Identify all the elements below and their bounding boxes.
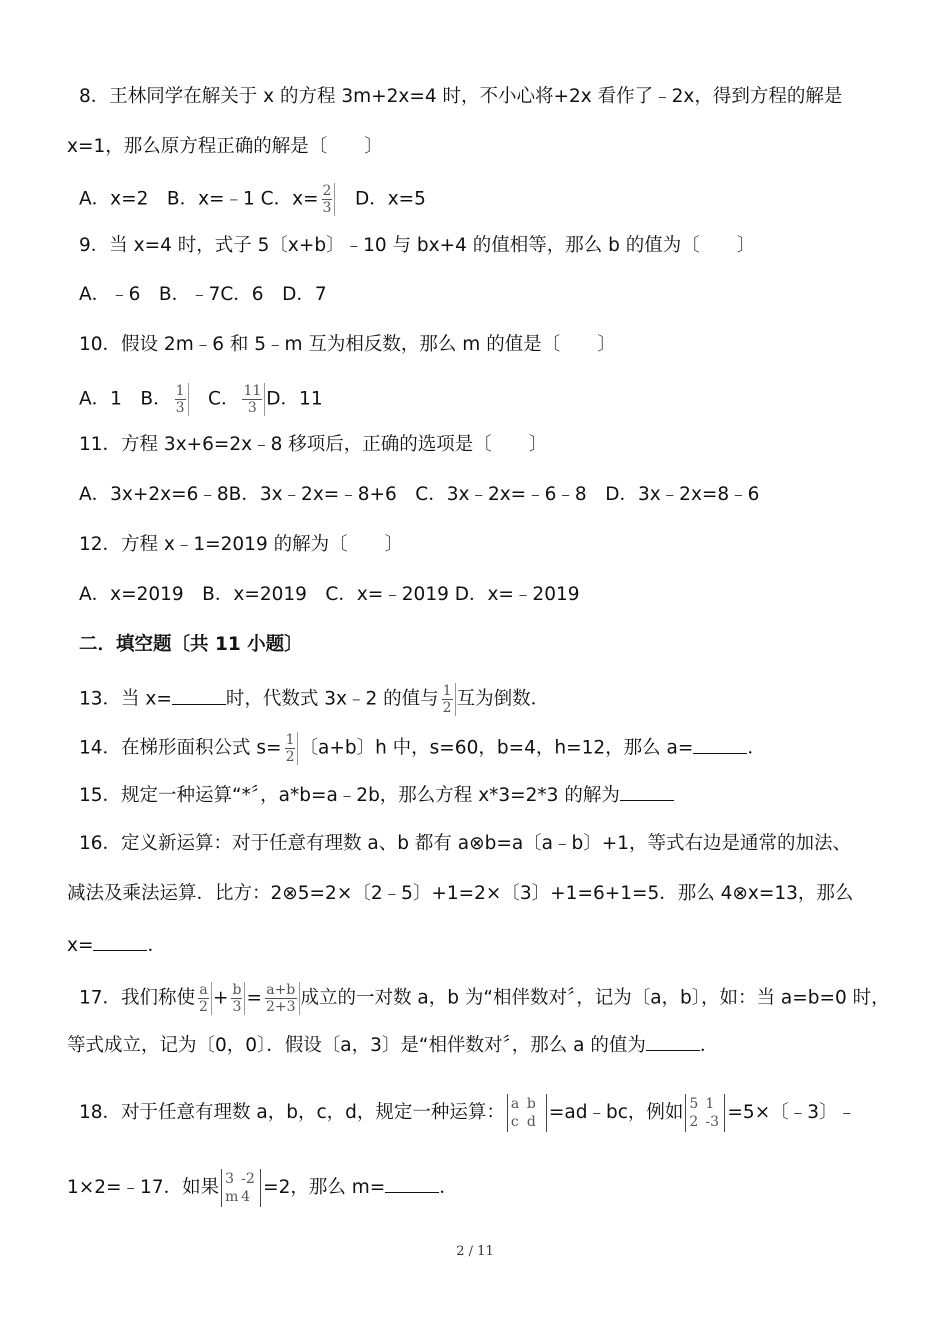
page-number: 2 / 11 <box>456 1244 494 1259</box>
q16-line2: 减法及乘法运算．比方：2⊗5=2×〔2﹣5〕+1=2×〔3〕+1=6+1=5．那么 4⊗x=13，那么 <box>67 883 854 904</box>
matrix-cell: d <box>526 1114 536 1130</box>
q8-line2: x=1，那么原方程正确的解是〔 〕 <box>67 136 383 157</box>
answer-blank <box>385 1174 439 1193</box>
matrix-cell: c <box>510 1114 519 1130</box>
q17-f2-num: b <box>232 982 242 998</box>
matrix-cell: b <box>526 1096 536 1112</box>
q17-f3-num: a+b <box>266 982 296 998</box>
matrix-row <box>689 1113 721 1131</box>
q17-pre: 17．我们称使 <box>79 987 196 1009</box>
q18-line1 <box>79 1094 856 1132</box>
q17-line2 <box>67 1032 718 1058</box>
q17-f1-den: 2 <box>199 999 208 1015</box>
q11-stem: 11．方程 3x+6=2x﹣8 移项后，正确的选项是〔 〕 <box>79 434 548 455</box>
q18-matrix-example <box>685 1094 725 1132</box>
q16-line3 <box>67 932 166 958</box>
q10-stem: 10．假设 2m﹣6 和 5﹣m 互为相反数，那么 m 的值是〔 〕 <box>79 334 616 355</box>
matrix-cell: a <box>510 1096 520 1112</box>
matrix-cell: 2 <box>689 1114 699 1130</box>
matrix-cell: 5 <box>689 1096 699 1112</box>
q17-plus: + <box>212 987 229 1009</box>
matrix-cell: -2 <box>241 1171 255 1187</box>
q15 <box>79 782 674 808</box>
answer-blank <box>172 686 226 705</box>
q17-fraction-3 <box>263 982 300 1015</box>
q18-line2-post: ． <box>439 1177 458 1198</box>
answer-blank <box>620 782 674 801</box>
q14-post: ． <box>747 737 766 759</box>
q10-opt-d: D．11 <box>266 388 323 410</box>
q17-eq: = <box>246 987 262 1009</box>
matrix-cell: 3 <box>225 1171 235 1187</box>
q13-fraction <box>440 683 456 716</box>
q18-line2-mid: =2，那么 m= <box>263 1177 386 1198</box>
q9-options: A．﹣6 B．﹣7C．6 D．7 <box>79 284 327 305</box>
q10-frac2-num: 11 <box>243 383 262 399</box>
q16-line1: 16．定义新运算：对于任意有理数 a、b 都有 a⊗b=a〔a﹣b〕+1，等式右边是通常的加法、 <box>79 833 852 854</box>
q13-frac-num: 1 <box>442 683 452 699</box>
q17-line2-pre: 等式成立，记为〔0，0〕．假设〔a，3〕是“相伴数对〞，那么 a 的值为 <box>67 1035 646 1056</box>
matrix-row <box>225 1188 257 1206</box>
q13-mid: 时，代数式 3x﹣2 的值与 <box>225 688 439 710</box>
q13 <box>79 683 549 716</box>
q8-options-post: D．x=5 <box>336 188 426 210</box>
q10-frac1-den: 3 <box>175 400 185 416</box>
matrix-row <box>511 1095 543 1113</box>
q8-options <box>79 183 426 216</box>
q8-line1: 8．王林同学在解关于 x 的方程 3m+2x=4 时，不小心将+2x 看作了﹣2x，得到方程的解是 <box>79 86 843 107</box>
q18-mid: =ad﹣bc，例如 <box>548 1102 684 1123</box>
q13-frac-den: 2 <box>442 700 452 716</box>
q12-stem: 12．方程 x﹣1=2019 的解为〔 〕 <box>79 534 404 555</box>
matrix-cell: -3 <box>705 1114 720 1130</box>
q10-fraction-b <box>173 383 189 416</box>
q8-options-pre: A．x=2 B．x=﹣1 C．x= <box>79 188 319 210</box>
q17-f3-den: 2+3 <box>265 999 296 1015</box>
q17-f2-den: 3 <box>232 999 242 1015</box>
matrix-row <box>511 1113 543 1131</box>
q17-line2-post: ． <box>699 1035 719 1056</box>
matrix-cell: m <box>225 1189 239 1205</box>
q17-fraction-1 <box>196 982 212 1015</box>
q17-fraction-2 <box>229 982 245 1015</box>
q16-line3-pre: x= <box>67 935 94 956</box>
q15-pre: 15．规定一种运算“*〞，a*b=a﹣2b，那么方程 x*3=2*3 的解为 <box>79 785 620 806</box>
q8-frac-den: 3 <box>322 200 332 216</box>
matrix-cell: 4 <box>241 1189 251 1205</box>
q14 <box>79 732 766 765</box>
q13-pre: 13．当 x= <box>79 688 172 710</box>
q18-pre: 18．对于任意有理数 a，b，c，d，规定一种运算： <box>79 1102 505 1123</box>
q18-post: =5×〔﹣3〕﹣ <box>727 1102 856 1123</box>
q18-matrix-m <box>221 1169 261 1207</box>
matrix-row <box>225 1170 257 1188</box>
q17-line1 <box>79 982 890 1015</box>
q14-frac-num: 1 <box>285 732 295 748</box>
q17-f1-num: a <box>199 982 208 998</box>
matrix-cell: 1 <box>705 1096 715 1112</box>
q10-fraction-c <box>240 383 265 416</box>
q17-post: 成立的一对数 a，b 为“相伴数对〞，记为〔a，b〕，如：当 a=b=0 时， <box>300 987 890 1009</box>
answer-blank <box>693 735 747 754</box>
section-title: 二．填空题〔共 11 小题〕 <box>79 634 303 655</box>
q14-frac-den: 2 <box>285 749 295 765</box>
q18-line2-pre: 1×2=﹣17．如果 <box>67 1177 220 1198</box>
answer-blank <box>646 1032 700 1051</box>
q10-options <box>79 383 323 416</box>
q10-opt-c: C． <box>189 388 240 410</box>
q11-options: A．3x+2x=6﹣8B．3x﹣2x=﹣8+6 C．3x﹣2x=﹣6﹣8 D．3x﹣2x=8﹣6 <box>79 484 760 505</box>
q14-mid: 〔a+b〕h 中，s=60，b=4，h=12，那么 a= <box>299 737 694 759</box>
q8-frac-num: 2 <box>322 183 332 199</box>
answer-blank <box>93 932 147 951</box>
q9-stem: 9．当 x=4 时，式子 5〔x+b〕﹣10 与 bx+4 的值相等，那么 b 的值为〔 〕 <box>79 235 756 256</box>
matrix-row <box>689 1095 721 1113</box>
q14-pre: 14．在梯形面积公式 s= <box>79 737 282 759</box>
q8-fraction <box>320 183 336 216</box>
q16-line3-post: ． <box>147 935 166 956</box>
q18-line2 <box>67 1169 458 1207</box>
q18-matrix-abcd <box>507 1094 547 1132</box>
q10-frac2-den: 3 <box>247 400 257 416</box>
q14-fraction <box>283 732 299 765</box>
q10-opt-a: A．1 B． <box>79 388 172 410</box>
q12-options: A．x=2019 B．x=2019 C．x=﹣2019 D．x=﹣2019 <box>79 584 580 605</box>
q13-post: 互为倒数． <box>456 688 550 710</box>
q10-frac1-num: 1 <box>175 383 185 399</box>
